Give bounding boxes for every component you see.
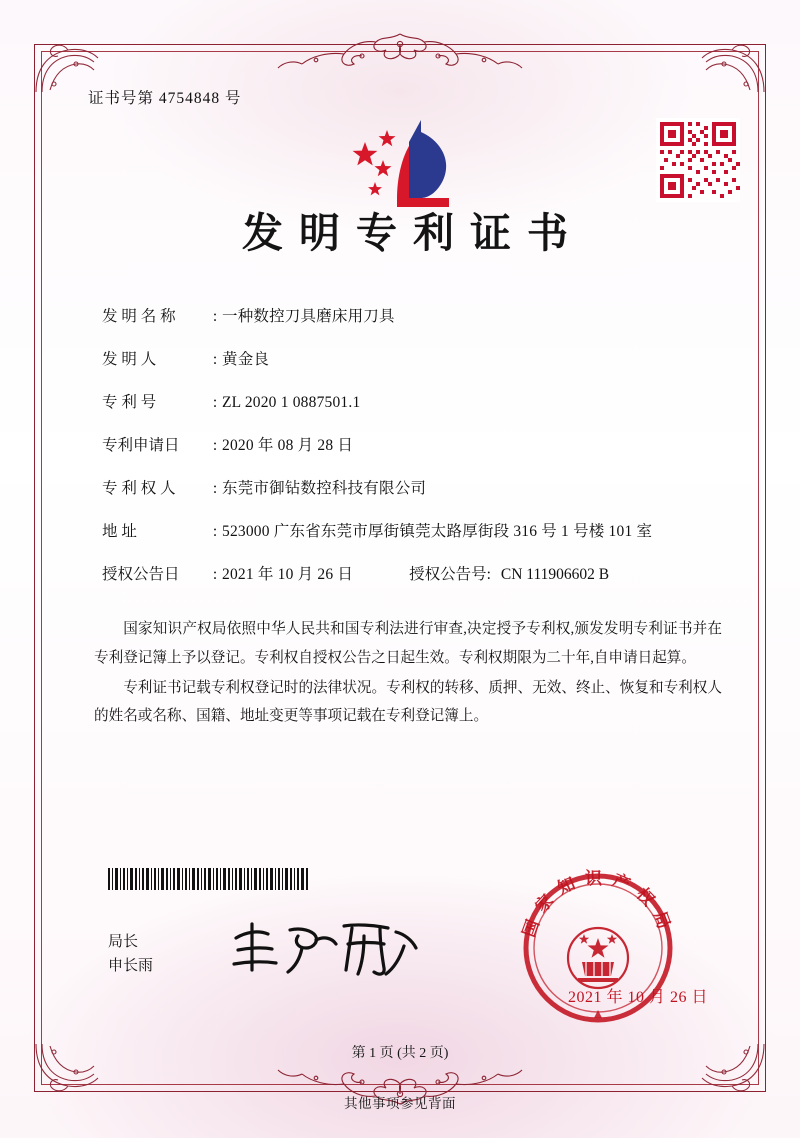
official-red-seal-icon — [508, 858, 688, 1038]
signature-name: 申长雨 — [108, 958, 154, 974]
page-number: 第 1 页 (共 2 页) — [351, 1046, 449, 1061]
field-value: ZL 2020 1 0887501.1 — [222, 394, 361, 412]
field-value: 东莞市御钻数控科技有限公司 — [222, 480, 427, 498]
legal-paragraph-2: 专利证书记载专利权登记时的法律状况。专利权的转移、质押、无效、终止、恢复和专利权人的姓名或名称、国籍、地址变更等事项记载在专利登记簿上。 — [94, 680, 722, 725]
signature-block — [108, 930, 153, 978]
field-label-announcement-number: 授权公告号: — [409, 566, 491, 584]
footnote: 其他事项参见背面 — [344, 1096, 456, 1111]
handwritten-signature-icon — [228, 916, 428, 980]
cnipa-emblem-icon — [335, 112, 475, 216]
field-invention-name — [102, 305, 732, 329]
field-label: 专 利 号 — [102, 394, 157, 412]
field-label: 专 利 权 人 — [102, 480, 176, 498]
field-value-announcement-number: CN 111906602 B — [500, 566, 610, 584]
legal-paragraph-1: 国家知识产权局依照中华人民共和国专利法进行审查,决定授予专利权,颁发发明专利证书并在专利登记簿上予以登记。专利权自授权公告之日起生效。专利权期限为二十年,自申请日起算。 — [94, 621, 722, 666]
field-separator: : — [212, 523, 218, 541]
field-inventor — [102, 348, 732, 372]
field-label: 发 明 名 称 — [102, 308, 176, 325]
field-address — [102, 520, 732, 544]
field-separator: : — [212, 566, 218, 584]
field-separator: : — [212, 437, 218, 455]
signature-title: 局长 — [108, 934, 139, 950]
field-label: 授权公告日 — [102, 566, 180, 584]
field-value: 黄金良 — [222, 351, 270, 369]
field-grant-announcement — [102, 563, 732, 587]
top-ornament-icon — [250, 30, 550, 72]
legal-text — [70, 615, 740, 731]
certificate-content — [70, 86, 740, 733]
field-application-date — [102, 434, 732, 458]
field-patentee — [102, 477, 732, 501]
field-separator: : — [212, 351, 218, 369]
fields-list — [70, 305, 740, 587]
field-value: 2021 年 10 月 26 日 — [222, 566, 354, 584]
field-separator: : — [212, 394, 218, 412]
svg-text:国家知识产权局: 国家知识产权局 — [519, 869, 677, 941]
field-value: 一种数控刀具磨床用刀具 — [222, 308, 395, 325]
field-label: 地 址 — [102, 523, 137, 541]
certificate-number: 证书号第 4754848 号 — [88, 90, 242, 107]
field-value: 2020 年 08 月 28 日 — [222, 437, 354, 455]
page-title: 发明专利证书 — [242, 209, 584, 257]
field-separator: : — [212, 480, 218, 498]
qr-code-icon — [656, 118, 740, 202]
field-label: 发 明 人 — [102, 351, 157, 369]
field-label: 专利申请日 — [102, 437, 180, 455]
seal-date: 2021 年 10 月 26 日 — [567, 989, 708, 1006]
field-value: 523000 广东省东莞市厚街镇莞太路厚街段 316 号 1 号楼 101 室 — [222, 523, 653, 541]
field-patent-number — [102, 391, 732, 415]
field-separator: : — [212, 308, 218, 325]
barcode-icon — [108, 868, 310, 890]
